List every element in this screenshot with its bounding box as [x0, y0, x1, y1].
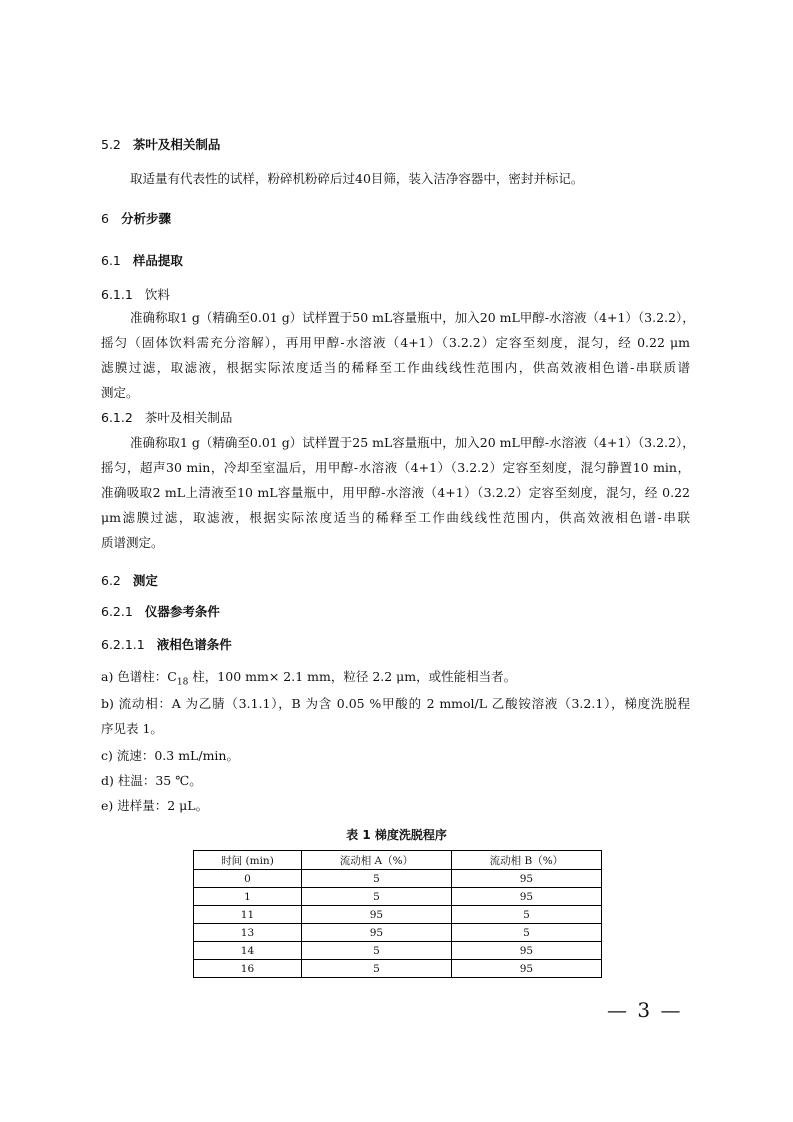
section-6-1-1-heading: 6.1.1 饮料 — [101, 287, 170, 302]
condition-d: d) 柱温：35 ℃。 — [101, 773, 202, 788]
condition-a: a) 色谱柱：$C_{18}$ 柱，100 mm× 2.1 mm，粒径 2.2 μm，或性能相当者。 — [101, 669, 517, 688]
cell-phase-a: 5 — [301, 960, 451, 978]
cell-phase-a: 95 — [301, 924, 451, 942]
cell-phase-a: 5 — [301, 870, 451, 888]
section-6-heading: 6 分析步骤 — [101, 211, 171, 226]
table-caption: 表 1 梯度洗脱程序 — [346, 828, 447, 842]
cell-phase-b: 5 — [451, 906, 601, 924]
section-6-1-2-heading: 6.1.2 茶叶及相关制品 — [101, 410, 233, 425]
page-number: — 3 — — [607, 998, 683, 1022]
condition-b: b) 流动相：A 为乙腈（3.1.1），B 为含 0.05 %甲酸的 2 mmol/L 乙酸铵溶液（3.2.1），梯度洗脱程 — [101, 696, 690, 711]
cell-phase-a: 95 — [301, 906, 451, 924]
header-phase-a: 流动相 A（%） — [301, 851, 451, 870]
condition-c: c) 流速：0.3 mL/min。 — [101, 748, 239, 763]
cell-time: 11 — [194, 906, 302, 924]
cell-phase-a: 5 — [301, 942, 451, 960]
cell-time: 0 — [194, 870, 302, 888]
table-row — [194, 870, 602, 888]
section-5-2-heading: 5.2 茶叶及相关制品 — [101, 137, 221, 152]
cell-phase-b: 95 — [451, 888, 601, 906]
section-6-1-heading: 6.1 样品提取 — [101, 253, 183, 268]
section-6-2-heading: 6.2 测定 — [101, 573, 158, 588]
cell-time: 1 — [194, 888, 302, 906]
cell-time: 16 — [194, 960, 302, 978]
paragraph-line: 质谱测定。 — [101, 535, 164, 550]
table-row — [194, 906, 602, 924]
cell-time: 13 — [194, 924, 302, 942]
table-header-row — [194, 851, 602, 870]
condition-b-continued: 序见表 1。 — [101, 721, 163, 736]
paragraph-line: μm滤膜过滤，取滤液，根据实际浓度适当的稀释至工作曲线线性范围内，供高效液相色谱-串联 — [101, 510, 690, 525]
cell-phase-b: 5 — [451, 924, 601, 942]
table-row — [194, 960, 602, 978]
cell-phase-a: 5 — [301, 888, 451, 906]
header-time: 时间 (min) — [194, 851, 302, 870]
table-row — [194, 942, 602, 960]
paragraph-line: 准确吸取2 mL上清液至10 mL容量瓶中，用甲醇-水溶液（4+1）（3.2.2）定容至刻度，混匀，经 0.22 — [101, 485, 690, 500]
paragraph-line: 测定。 — [101, 385, 139, 400]
cell-phase-b: 95 — [451, 870, 601, 888]
header-phase-b: 流动相 B（%） — [451, 851, 601, 870]
paragraph-line: 准确称取1 g（精确至0.01 g）试样置于50 mL容量瓶中，加入20 mL甲醇-水溶液（4+1）（3.2.2）， — [130, 310, 695, 325]
section-6-2-1-1-heading: 6.2.1.1 液相色谱条件 — [101, 637, 232, 652]
paragraph-line: 摇匀（固体饮料需充分溶解），再用甲醇-水溶液（4+1）（3.2.2）定容至刻度，混匀，经 0.22 μm — [101, 335, 690, 350]
paragraph-line: 滤膜过滤，取滤液，根据实际浓度适当的稀释至工作曲线线性范围内，供高效液相色谱-串联质谱 — [101, 360, 690, 375]
gradient-table — [193, 850, 602, 978]
cell-phase-b: 95 — [451, 960, 601, 978]
condition-e: e) 进样量：2 μL。 — [101, 798, 209, 813]
cell-time: 14 — [194, 942, 302, 960]
paragraph-line: 准确称取1 g（精确至0.01 g）试样置于25 mL容量瓶中，加入20 mL甲醇-水溶液（4+1）（3.2.2）， — [130, 435, 695, 450]
table-row — [194, 888, 602, 906]
section-6-2-1-heading: 6.2.1 仪器参考条件 — [101, 604, 220, 619]
paragraph-line: 摇匀，超声30 min，冷却至室温后，用甲醇-水溶液（4+1）（3.2.2）定容至刻度，混匀静置10 min， — [101, 460, 690, 475]
cell-phase-b: 95 — [451, 942, 601, 960]
table-row — [194, 924, 602, 942]
section-5-2-text: 取适量有代表性的试样，粉碎机粉碎后过40目筛，装入洁净容器中，密封并标记。 — [130, 171, 584, 186]
